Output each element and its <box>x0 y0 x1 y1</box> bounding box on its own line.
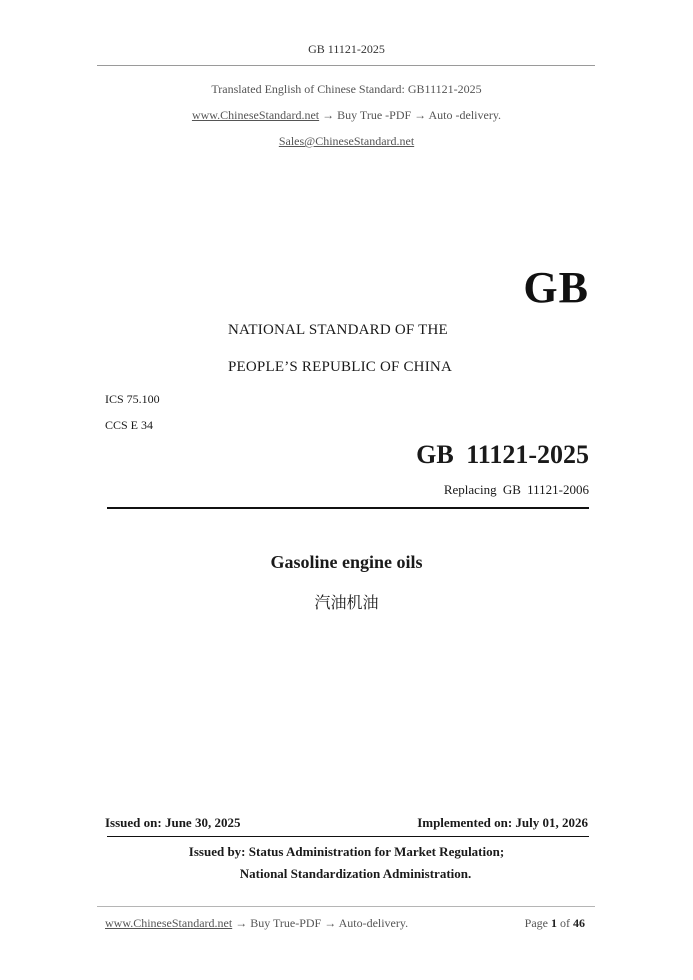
site-link[interactable]: www.ChineseStandard.net <box>191 108 320 122</box>
title-rule <box>107 507 589 509</box>
ccs-code: CCS E 34 <box>105 418 154 432</box>
dates-rule <box>107 836 589 837</box>
footer-site-link[interactable]: www.ChineseStandard.net <box>105 916 233 930</box>
title-english: Gasoline engine oils <box>270 552 423 572</box>
promo-line-2-rest: → Buy True -PDF → Auto -delivery. <box>319 108 502 122</box>
footer-rule <box>97 906 595 907</box>
replacing-note: Replacing GB 11121-2006 <box>443 482 589 497</box>
ics-code: ICS 75.100 <box>105 392 160 406</box>
footer-promo-rest: → Buy True-PDF → Auto-delivery. <box>232 916 409 930</box>
national-standard-line-1: NATIONAL STANDARD OF THE <box>228 322 448 338</box>
title-chinese: 汽油机油 <box>314 593 379 612</box>
issuer-line-1: Issued by: Status Administration for Market Regulation; <box>188 844 505 859</box>
page-total: 46 <box>573 916 585 930</box>
running-header: GB 11121-2025 <box>308 42 385 56</box>
page-of: of <box>560 916 570 930</box>
promo-line-3 <box>0 134 693 149</box>
page-label: Page <box>524 916 548 930</box>
issuer-line-2: National Standardization Administration. <box>239 866 472 881</box>
issued-on-date: Issued on: June 30, 2025 <box>105 815 241 830</box>
page-indicator <box>525 916 585 931</box>
gb-logo: GB <box>523 263 589 312</box>
promo-line-2 <box>0 108 693 123</box>
promo-line-1: Translated English of Chinese Standard: GB11121-2025 <box>211 82 482 96</box>
header-rule <box>97 65 595 66</box>
national-standard-line-2: PEOPLE’S REPUBLIC OF CHINA <box>228 359 452 375</box>
footer-promo <box>105 916 408 931</box>
email-link[interactable]: Sales@ChineseStandard.net <box>278 134 415 148</box>
page-current: 1 <box>551 916 557 930</box>
implemented-on-date: Implemented on: July 01, 2026 <box>417 815 588 830</box>
standard-number: GB 11121-2025 <box>416 440 589 469</box>
